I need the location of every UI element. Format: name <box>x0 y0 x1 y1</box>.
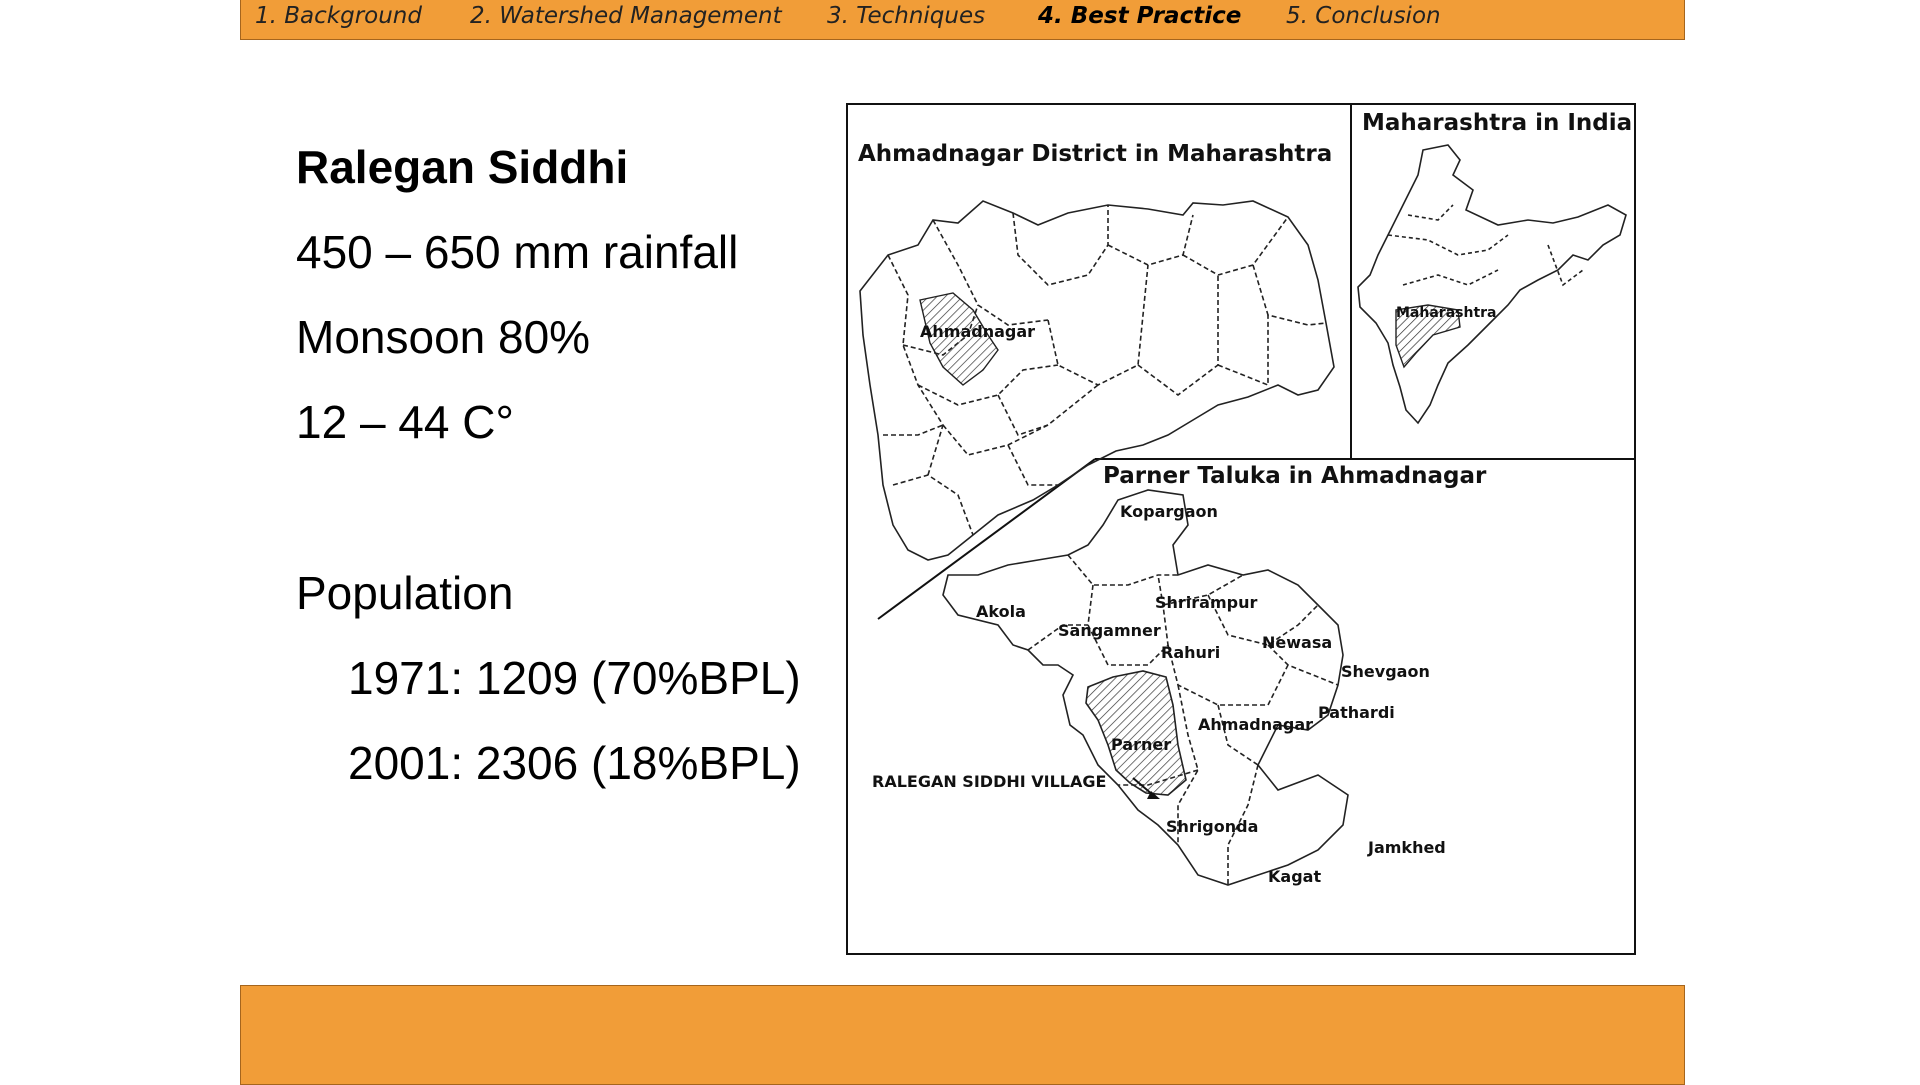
taluka-label-rahuri: Rahuri <box>1161 643 1221 662</box>
taluka-label-kopargaon: Kopargaon <box>1120 502 1218 521</box>
taluka-label-akola: Akola <box>976 602 1026 621</box>
taluka-label-shrigonda: Shrigonda <box>1166 817 1259 836</box>
population-1971: 1971: 1209 (70%BPL) <box>348 652 801 704</box>
nav-item-background[interactable]: 1. Background <box>255 3 422 29</box>
state-map-title: Maharashtra in India <box>1362 110 1633 136</box>
population-2001: 2001: 2306 (18%BPL) <box>348 737 801 789</box>
ralegan-siddhi-village-label: RALEGAN SIDDHI VILLAGE <box>872 772 1107 791</box>
panel-divider-diagonal <box>878 459 1095 619</box>
taluka-label-newasa: Newasa <box>1262 633 1333 652</box>
maharashtra-district-map <box>860 201 1334 560</box>
location-map-figure <box>846 103 1636 955</box>
state-highlight-label: Maharashtra <box>1396 305 1497 321</box>
taluka-label-jamkhed: Jamkhed <box>1368 838 1446 857</box>
rainfall-text: 450 – 650 mm rainfall <box>296 226 739 278</box>
nav-item-best-practice[interactable]: 4. Best Practice <box>1038 3 1242 29</box>
taluka-label-shevgaon: Shevgaon <box>1341 662 1430 681</box>
monsoon-text: Monsoon 80% <box>296 311 591 363</box>
taluka-label-karjat: Kagat <box>1268 867 1322 886</box>
district-highlight-label: Ahmadnagar <box>920 322 1036 341</box>
india-map <box>1358 145 1626 423</box>
temperature-text: 12 – 44 C° <box>296 396 514 448</box>
population-label: Population <box>296 567 514 619</box>
taluka-label-pathardi: Pathardi <box>1318 703 1395 722</box>
taluka-label-ahmadnagar: Ahmadnagar <box>1198 715 1314 734</box>
footer-bar <box>240 985 1685 1085</box>
nav-item-conclusion[interactable]: 5. Conclusion <box>1286 3 1441 29</box>
nav-item-watershed-management[interactable]: 2. Watershed Management <box>470 3 782 29</box>
nav-item-techniques[interactable]: 3. Techniques <box>827 3 986 29</box>
district-map-title: Ahmadnagar District in Maharashtra <box>858 141 1333 167</box>
taluka-label-shrirampur: Shrirampur <box>1155 593 1258 612</box>
taluka-label-parner: Parner <box>1111 735 1172 754</box>
taluka-map-title: Parner Taluka in Ahmadnagar <box>1103 463 1487 489</box>
slide-title: Ralegan Siddhi <box>296 141 629 193</box>
taluka-label-sangamner: Sangamner <box>1058 621 1161 640</box>
section-nav-bar <box>240 0 1685 40</box>
